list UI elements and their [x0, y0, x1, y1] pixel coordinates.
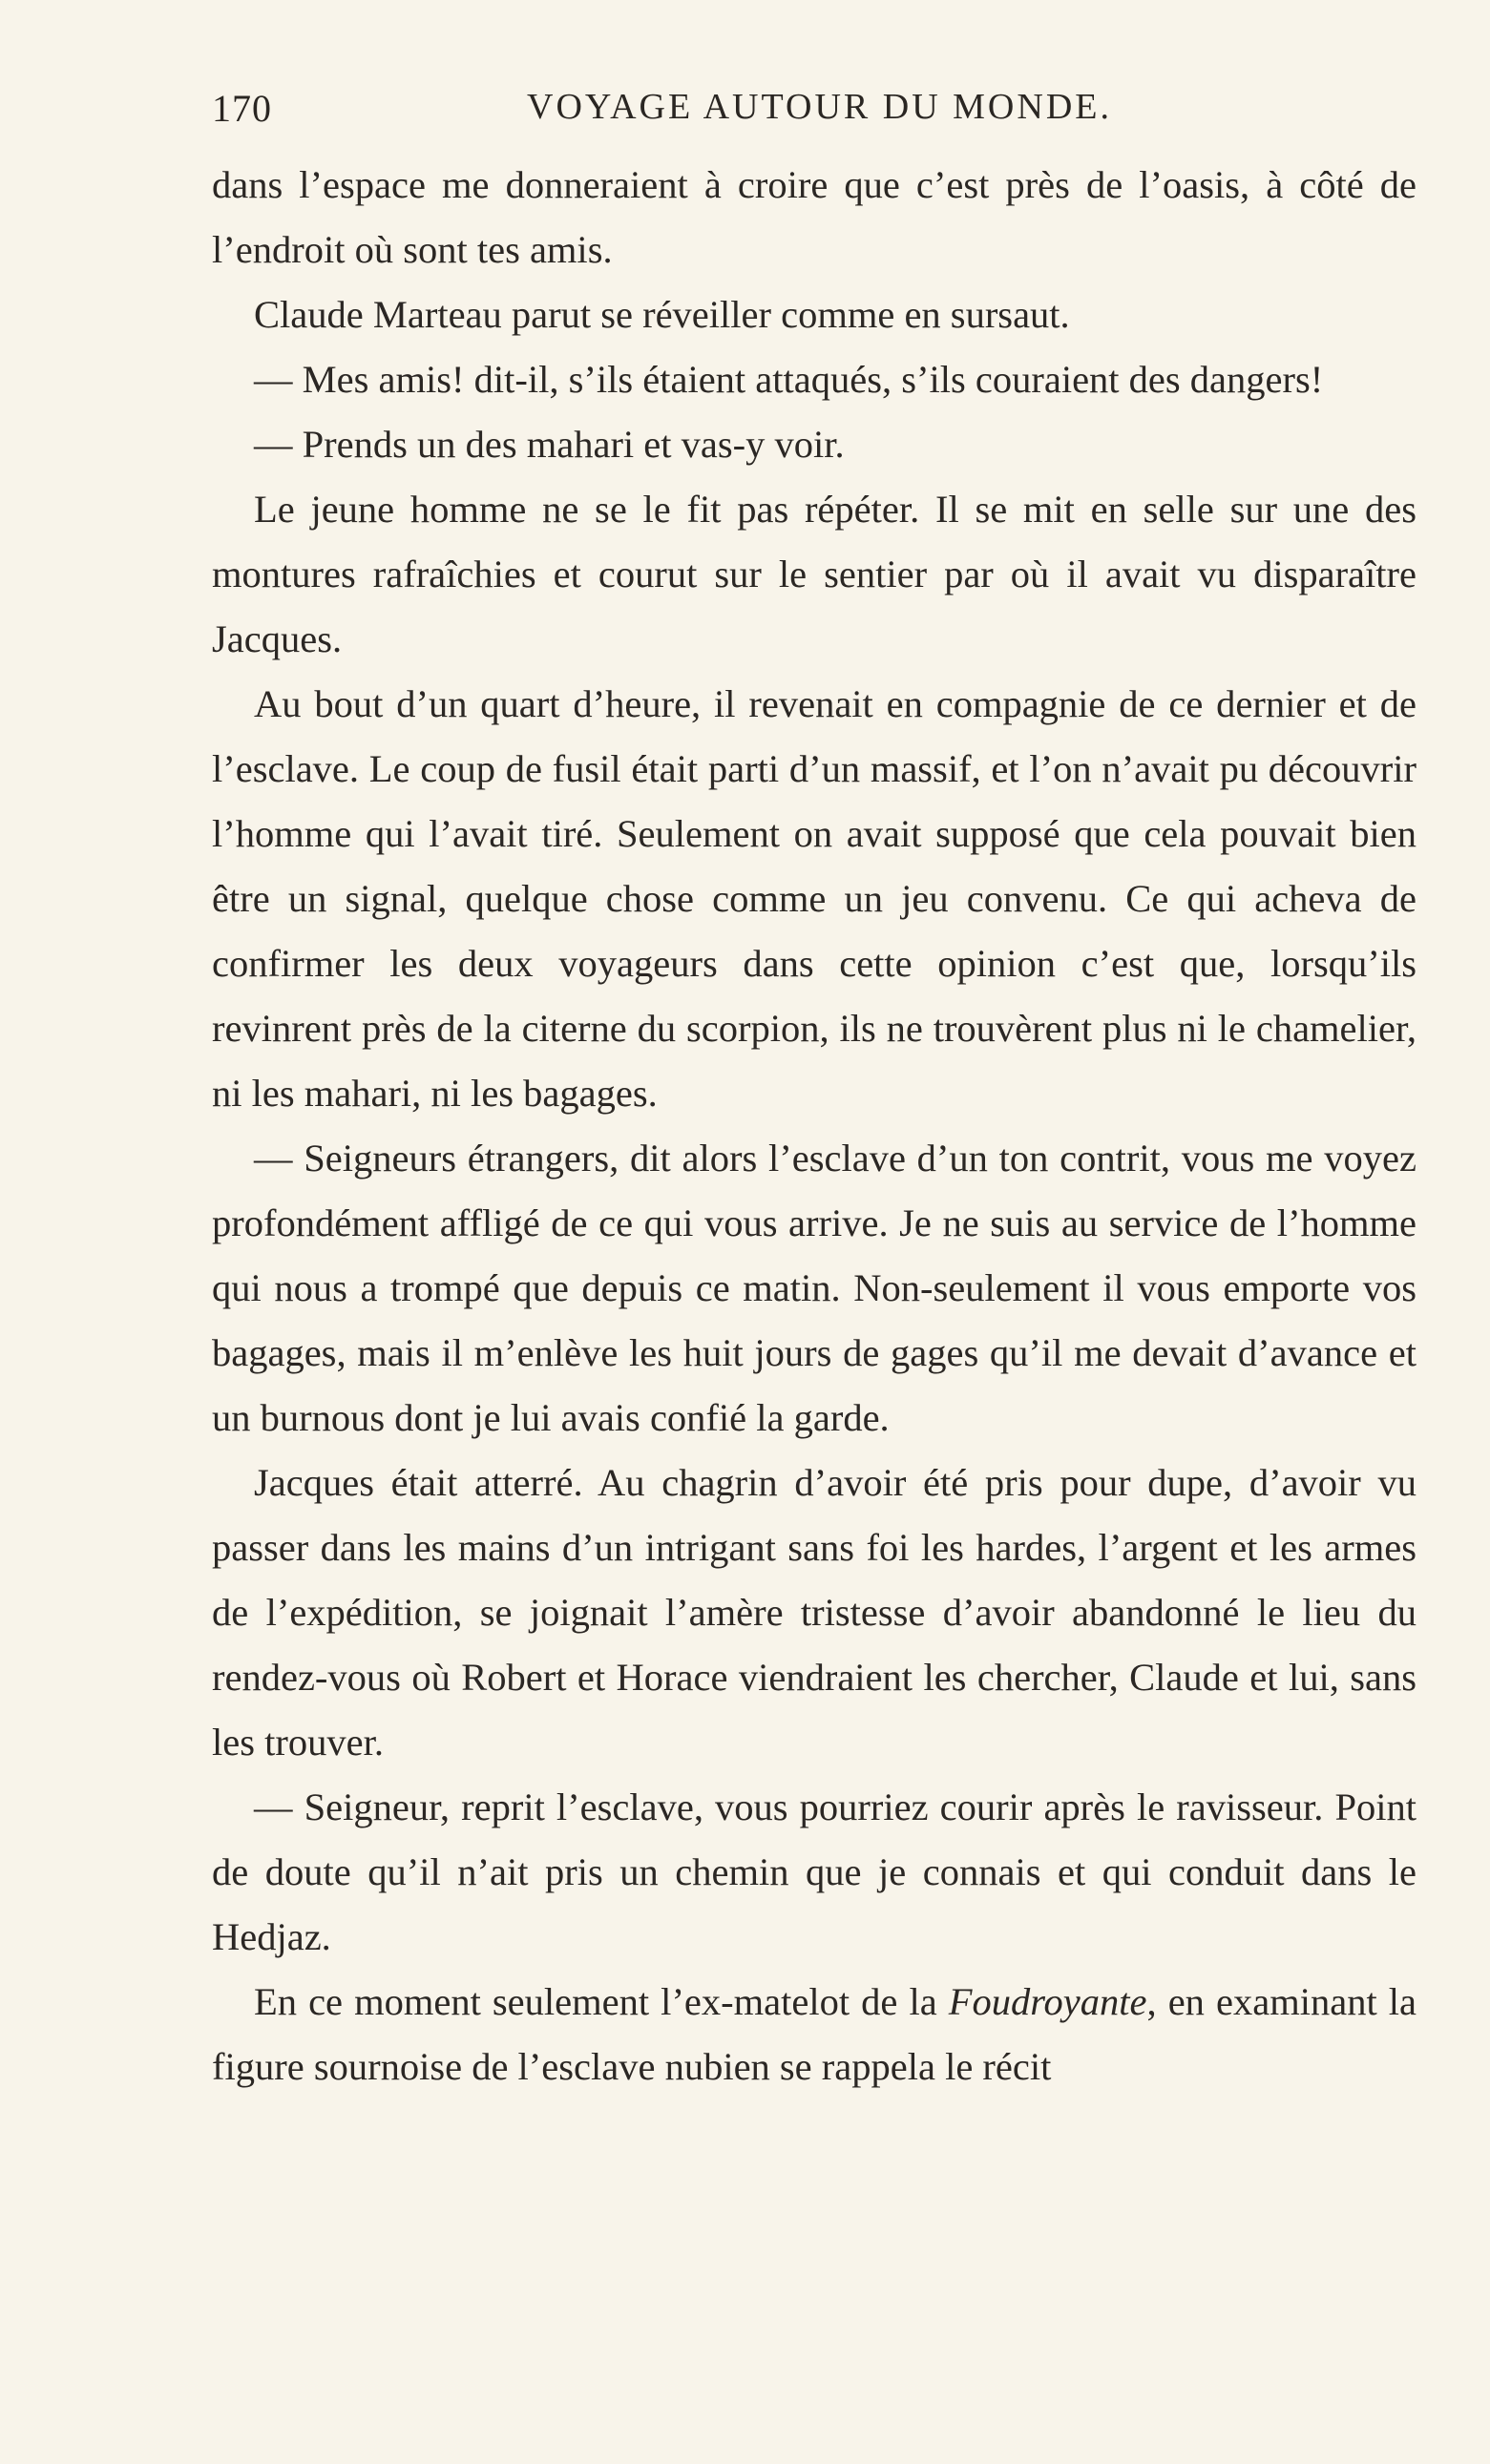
paragraph: Le jeune homme ne se le fit pas répéter. Il se mit en selle sur une des montures rafraîchies et courut sur le sentier par où il avait vu disparaître Jacques. [212, 488, 1417, 660]
paragraph-dialogue: — Seigneurs étrangers, dit alors l’esclave d’un ton contrit, vous me voyez profondément affligé de ce qui vous arrive. Je ne suis au service de l’homme qui nous a trompé que depuis ce matin. Non-seulement il vous emporte vos bagages, mais il m’enlève les huit jours de gages qu’il me devait d’avance et un burnous dont je lui avais confié la garde. [212, 1137, 1417, 1439]
paragraph-dialogue: — Mes amis! dit-il, s’ils étaient attaqués, s’ils couraient des dangers! [254, 358, 1324, 401]
last-paragraph-end: , en examinant la figure sournoise de l’esclave nubien se rappela le récit [212, 1980, 1417, 2088]
body-text [212, 153, 1417, 2099]
paragraph-last [212, 1970, 1417, 2099]
paragraph: Claude Marteau parut se réveiller comme en sursaut. [254, 293, 1070, 336]
last-paragraph-start: En ce moment seulement l’ex-matelot de la [254, 1980, 949, 2023]
paragraph: Au bout d’un quart d’heure, il revenait en compagnie de ce dernier et de l’esclave. Le coup de fusil était parti d’un massif, et l’on n’avait pu découvrir l’homme qui l’avait tiré. Seulement on avait supposé que cela pouvait bien être un signal, quelque chose comme un jeu convenu. Ce qui acheva de confirmer les deux voyageurs dans cette opinion c’est que, lorsqu’ils revinrent près de la citerne du scorpion, ils ne trouvèrent plus ni le chamelier, ni les mahari, ni les bagages. [212, 682, 1417, 1115]
page-header [212, 86, 1417, 143]
running-title: VOYAGE AUTOUR DU MONDE. [527, 87, 1112, 127]
page-number: 170 [212, 87, 272, 130]
paragraph: Jacques était atterré. Au chagrin d’avoir été pris pour dupe, d’avoir vu passer dans les mains d’un intrigant sans foi les hardes, l’argent et les armes de l’expédition, se joignait l’amère tristesse d’avoir abandonné le lieu du rendez-vous où Robert et Horace viendraient les chercher, Claude et lui, sans les trouver. [212, 1461, 1417, 1764]
paragraph-dialogue: — Prends un des mahari et vas-y voir. [254, 423, 845, 466]
paragraph-dialogue: — Seigneur, reprit l’esclave, vous pourriez courir après le ravisseur. Point de doute qu’il n’ait pris un chemin que je connais et qui conduit dans le Hedjaz. [212, 1785, 1417, 1958]
paragraph-continuation: dans l’espace me donneraient à croire que c’est près de l’oasis, à côté de l’endroit où sont tes amis. [212, 163, 1417, 271]
ship-name: Foudroyante [948, 1980, 1147, 2023]
